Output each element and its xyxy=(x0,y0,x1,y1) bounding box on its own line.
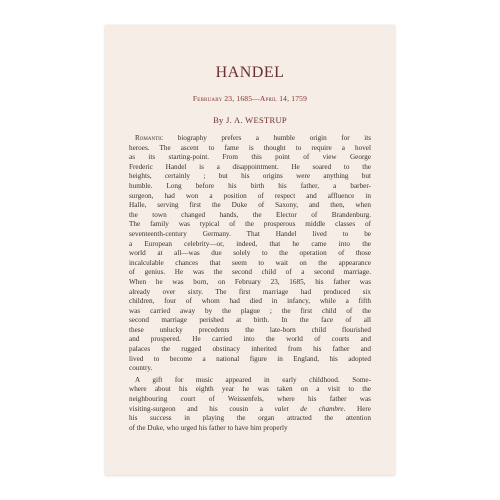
text-line: lived to become a national figure in England, his adopted xyxy=(129,354,371,363)
text-line: and prospered. He carried into the world of courts and xyxy=(129,335,371,344)
text-line: was carried away by the plague ; the first child of the xyxy=(129,306,371,315)
document-page xyxy=(105,25,395,475)
text-line: surgeon, had won a position of respect and affluence in xyxy=(129,191,371,200)
text-line: the town changed hands, the Elector of Brandenburg. xyxy=(129,210,371,219)
text-line: these unlucky precedents the late-born child flourished xyxy=(129,325,371,334)
text-line: his success in playing the organ attracted the attention xyxy=(129,414,371,423)
text-line: of genius. He was the second child of a second marriage. xyxy=(129,268,371,277)
text-line: already over sixty. The first marriage had produced six xyxy=(129,287,371,296)
text-line: a European celebrity—or, indeed, that he came into the xyxy=(129,239,371,248)
author-byline: By J. A. WESTRUP xyxy=(213,115,287,125)
text-line: heights, certainly ; but his origins were anything but xyxy=(129,172,371,181)
text-line: children, four of whom had died in infancy, while a fifth xyxy=(129,297,371,306)
text-line: When he was born, on February 23, 1685, his father was xyxy=(129,277,371,286)
text-line: The family was typical of the prosperous middle classes of xyxy=(129,220,371,229)
article-body xyxy=(129,134,371,433)
text-line: incalculable chances that seem to wait on the appearance xyxy=(129,258,371,267)
text-line: neighbouring court of Weissenfels, where his father was xyxy=(129,395,371,404)
text-line: second marriage perished at birth. In the face of all xyxy=(129,316,371,325)
article-title: HANDEL xyxy=(215,64,285,81)
text-line: Romantic biography prefers a humble origin for its xyxy=(135,134,371,142)
text-line: Halle, serving first the Duke of Saxony, and then, when xyxy=(129,201,371,210)
life-dates: February 23, 1685—April 14, 1759 xyxy=(192,94,308,103)
text-line: humble. Long before his birth his father, a barber- xyxy=(129,181,371,190)
text-line: A gift for music appeared in early childhood. Some- xyxy=(135,375,371,384)
text-line: where about his eighth year he was taken on a visit to the xyxy=(129,385,371,394)
text-line: as its starting-point. From this point of view George xyxy=(129,153,371,162)
text-line: seventeenth-century Germany. That Handel lived to be xyxy=(129,229,371,238)
text-line: world at all—was due solely to the operation of those xyxy=(129,249,371,258)
text-line: visiting-surgeon and his cousin a valet de chambre. Here xyxy=(129,404,371,413)
text-line: country. xyxy=(129,364,153,373)
text-line: palaces the rugged obstinacy inherited from his father and xyxy=(129,345,371,354)
text-line: heroes. The ascent to fame is thought to require a hovel xyxy=(129,143,371,152)
text-line: Frederic Handel is a disappointment. He soared to the xyxy=(129,162,371,171)
text-line: of the Duke, who urged his father to have him properly xyxy=(129,423,288,432)
